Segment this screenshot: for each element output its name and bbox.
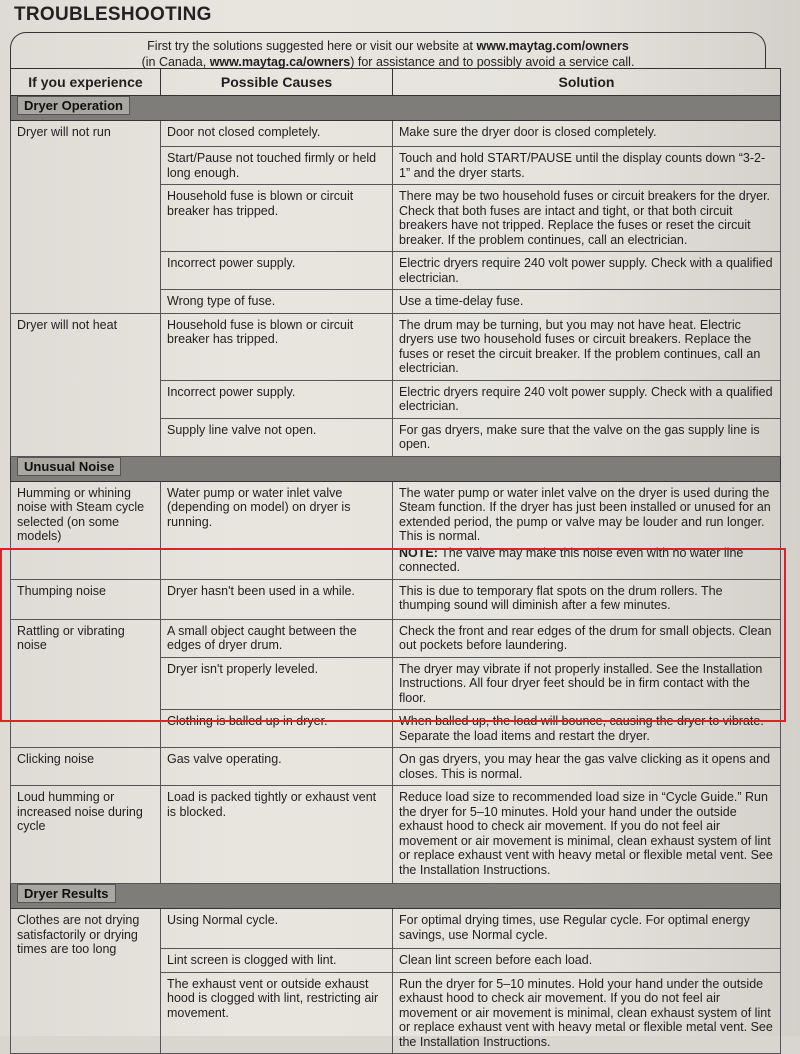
- problem-cell: Dryer will not run: [11, 121, 161, 314]
- solution-cell: [393, 380, 781, 418]
- solution-cell: [393, 313, 781, 380]
- solution-cell: [393, 418, 781, 456]
- problem-cell: Loud humming or increased noise during cycle: [11, 786, 161, 884]
- solution-text: Make sure the dryer door is closed completely.: [399, 125, 657, 139]
- cause-cell: Dryer isn't properly leveled.: [161, 657, 393, 710]
- table-row: [11, 579, 781, 619]
- solution-cell: [393, 579, 781, 619]
- troubleshooting-table: [10, 68, 781, 1054]
- intro-line-1: First try the solutions suggested here or visit our website at www.maytag.com/owners: [147, 39, 629, 53]
- table-row: [11, 909, 781, 949]
- cause-cell: Water pump or water inlet valve (depending on model) on dryer is running.: [161, 481, 393, 579]
- section-title: Dryer Operation: [17, 96, 130, 115]
- cause-cell: Using Normal cycle.: [161, 909, 393, 949]
- problem-cell: Rattling or vibrating noise: [11, 619, 161, 748]
- solution-cell: [393, 786, 781, 884]
- table-row: [11, 786, 781, 884]
- section-title: Unusual Noise: [17, 457, 121, 476]
- solution-text: Use a time-delay fuse.: [399, 294, 524, 308]
- solution-cell: [393, 185, 781, 252]
- header-causes: Possible Causes: [161, 69, 393, 96]
- intro-line-2: (in Canada, www.maytag.ca/owners) for assistance and to possibly avoid a service call.: [141, 55, 635, 69]
- cause-cell: Load is packed tightly or exhaust vent is blocked.: [161, 786, 393, 884]
- solution-cell: [393, 748, 781, 786]
- solution-text: For gas dryers, make sure that the valve on the gas supply line is open.: [399, 422, 760, 451]
- cause-cell: Incorrect power supply.: [161, 380, 393, 418]
- cause-cell: Incorrect power supply.: [161, 252, 393, 290]
- solution-cell: [393, 710, 781, 748]
- solution-text: Electric dryers require 240 volt power supply. Check with a qualified electrician.: [399, 256, 773, 285]
- cause-cell: Dryer hasn't been used in a while.: [161, 579, 393, 619]
- solution-text: Reduce load size to recommended load size in “Cycle Guide.” Run the dryer for 5–10 minutes. Hold your hand under the outside exhaust hood to check air movement. If you do not feel air movement or air movement is minimal, clean exhaust system of lint or replace exhaust vent with heavy metal or flexible metal vent. See the Installation Instructions.: [399, 790, 773, 877]
- solution-text: When balled up, the load will bounce, causing the dryer to vibrate. Separate the load items and restart the dryer.: [399, 714, 764, 743]
- section-row: [11, 884, 781, 909]
- section-title: Dryer Results: [17, 884, 116, 903]
- solution-cell: [393, 481, 781, 579]
- solution-text: Run the dryer for 5–10 minutes. Hold your hand under the outside exhaust hood to check air movement. If you do not feel air movement or air movement is minimal, clean exhaust system of lint or replace exhaust vent with heavy metal or flexible metal vent. See the Installation Instructions.: [399, 976, 773, 1049]
- table-row: [11, 481, 781, 579]
- page-title: TROUBLESHOOTING: [14, 4, 212, 25]
- solution-text: Touch and hold START/PAUSE until the display counts down “3-2-1” and the dryer starts.: [399, 151, 766, 180]
- intro-box: [10, 32, 766, 68]
- solution-text: Electric dryers require 240 volt power supply. Check with a qualified electrician.: [399, 384, 773, 413]
- problem-cell: Humming or whining noise with Steam cycle selected (on some models): [11, 481, 161, 579]
- cause-cell: Wrong type of fuse.: [161, 290, 393, 314]
- table-row: [11, 121, 781, 147]
- solution-cell: [393, 121, 781, 147]
- solution-text: The water pump or water inlet valve on the dryer is used during the Steam function. If the dryer has just been installed or unused for an extended period, the pump or valve may be louder and run longer. This is normal.: [399, 485, 771, 543]
- solution-text: The drum may be turning, but you may not have heat. Electric dryers use two household fuses or circuit breakers. Replace the fuses or reset the circuit breaker. If the problem continues, call an electrician.: [399, 317, 761, 375]
- cause-cell: Household fuse is blown or circuit breaker has tripped.: [161, 185, 393, 252]
- solution-text: The dryer may vibrate if not properly installed. See the Installation Instructions. All four dryer feet should be in firm contact with the floor.: [399, 661, 763, 705]
- solution-text: For optimal drying times, use Regular cycle. For optimal energy savings, use Normal cycle.: [399, 913, 750, 942]
- cause-cell: Door not closed completely.: [161, 121, 393, 147]
- cause-cell: Start/Pause not touched firmly or held long enough.: [161, 147, 393, 185]
- note-text: The valve may make this noise even with no water line connected.: [399, 545, 744, 574]
- solution-text: This is due to temporary flat spots on the drum rollers. The thumping sound will diminish after a few minutes.: [399, 583, 723, 612]
- note-label: NOTE:: [399, 545, 438, 560]
- solution-cell: [393, 949, 781, 973]
- header-solution: Solution: [393, 69, 781, 96]
- solution-cell: [393, 972, 781, 1054]
- solution-text: On gas dryers, you may hear the gas valve clicking as it opens and closes. This is normal.: [399, 752, 771, 781]
- solution-cell: [393, 290, 781, 314]
- header-experience: If you experience: [11, 69, 161, 96]
- problem-cell: Clicking noise: [11, 748, 161, 786]
- cause-cell: The exhaust vent or outside exhaust hood is clogged with lint, restricting air movement.: [161, 972, 393, 1054]
- solution-cell: [393, 619, 781, 657]
- cause-cell: Household fuse is blown or circuit breaker has tripped.: [161, 313, 393, 380]
- solution-cell: [393, 147, 781, 185]
- table-row: [11, 619, 781, 657]
- cause-cell: Clothing is balled up in dryer.: [161, 710, 393, 748]
- solution-cell: [393, 909, 781, 949]
- problem-cell: Thumping noise: [11, 579, 161, 619]
- cause-cell: Supply line valve not open.: [161, 418, 393, 456]
- table-row: [11, 748, 781, 786]
- problem-cell: Clothes are not drying satisfactorily or drying times are too long: [11, 909, 161, 1054]
- cause-cell: A small object caught between the edges of dryer drum.: [161, 619, 393, 657]
- table-header-row: [11, 69, 781, 96]
- website-link[interactable]: www.maytag.com/owners: [476, 39, 629, 53]
- section-row: [11, 456, 781, 481]
- solution-text: Check the front and rear edges of the drum for small objects. Clean out pockets before laundering.: [399, 623, 772, 652]
- solution-text: Clean lint screen before each load.: [399, 953, 593, 967]
- canada-website-link[interactable]: www.maytag.ca/owners: [209, 55, 351, 69]
- solution-text: There may be two household fuses or circuit breakers for the dryer. Check that both fuses are intact and tight, or that both circuit breakers have not tripped. Replace the fuses or reset the circuit breaker. If the problem continues, call an electrician.: [399, 189, 771, 247]
- solution-cell: [393, 657, 781, 710]
- solution-cell: [393, 252, 781, 290]
- solution-note: [399, 546, 774, 575]
- problem-cell: Dryer will not heat: [11, 313, 161, 456]
- section-row: [11, 96, 781, 121]
- cause-cell: Gas valve operating.: [161, 748, 393, 786]
- table-row: [11, 313, 781, 380]
- cause-cell: Lint screen is clogged with lint.: [161, 949, 393, 973]
